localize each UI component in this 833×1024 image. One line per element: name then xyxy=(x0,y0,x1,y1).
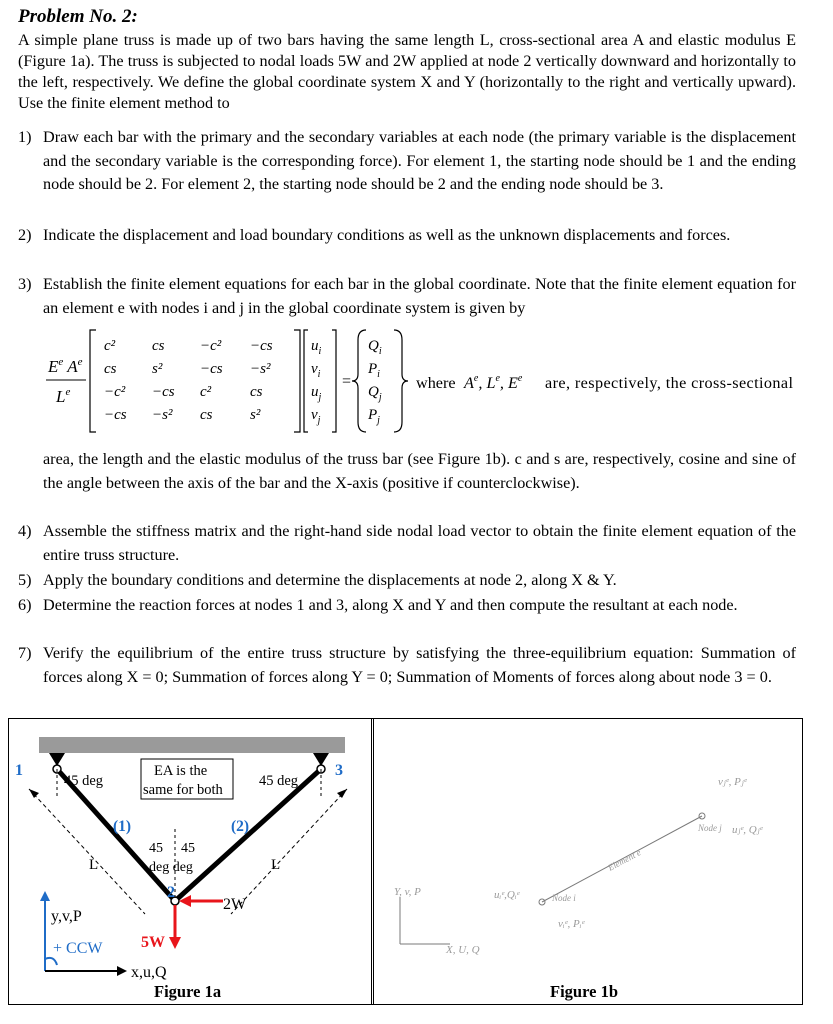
element-label: Element e xyxy=(606,847,643,873)
note-line-1: EA is the xyxy=(154,763,208,779)
matrix-cell: s² xyxy=(152,361,163,377)
element-2-label: (2) xyxy=(231,818,250,835)
ui-qi-label: uᵢᵉ,Qᵢᵉ xyxy=(494,889,520,901)
list-item xyxy=(18,448,796,495)
node-i-label: Node i xyxy=(552,893,576,903)
mid-angle-right: 45 xyxy=(181,841,195,856)
eq-params: $A^e$, Le, $E^e$ xyxy=(464,373,523,392)
eq-equals: = xyxy=(342,373,352,390)
mid-deg-label: deg deg xyxy=(149,860,193,875)
matrix-cell: −c² xyxy=(200,338,222,354)
list-item xyxy=(18,642,796,689)
axis-y-label: y,v,P xyxy=(51,908,82,925)
length-right-label: L xyxy=(271,857,281,873)
item-text: Apply the boundary conditions and determine the displacements at node 2, along X & Y. xyxy=(43,571,617,589)
matrix-cell: cs xyxy=(200,407,213,423)
displacement-cell: $v_j$ xyxy=(311,407,321,426)
item-number: 4) xyxy=(18,522,32,540)
mid-angle-left: 45 xyxy=(149,841,163,856)
load-horizontal-label: 2W xyxy=(223,896,247,913)
note-line-2: same for both xyxy=(143,782,223,798)
matrix-cell: cs xyxy=(250,384,263,400)
force-cell: $Q_j$ xyxy=(368,384,382,403)
matrix-cell: −s² xyxy=(152,407,173,423)
displacement-cell: $u_i$ xyxy=(311,338,322,357)
node-2-label: 2 xyxy=(167,884,175,901)
fig-b-axis-x-label: X, U, Q xyxy=(446,944,480,956)
matrix-cell: s² xyxy=(250,407,261,423)
stiffness-equation xyxy=(40,326,800,436)
eq-length: Le xyxy=(56,386,71,406)
item-text: area, the length and the elastic modulus of the truss bar (see Figure 1b). c and s are, respectively, cosine and sine of the angle between the axis of the bar and the X-axis (positive if counterclockwise). xyxy=(43,450,796,492)
list-item xyxy=(18,224,796,248)
length-left-label: L xyxy=(89,857,99,873)
problem-intro: A simple plane truss is made up of two bars having the same length L, cross-sectional area A and elastic modulus E (Figure 1a). The truss is subjected to nodal loads 5W and 2W applied at node 2 vertically downward and horizontally to the left, respectively. We define the global coordinate system X and Y (horizontally to the right and vertically upward). Use the finite element method to xyxy=(18,31,796,112)
item-number: 2) xyxy=(18,226,32,244)
item-text: Verify the equilibrium of the entire truss structure by satisfying the three-equilibrium equation: Summation of forces along X = 0; Summation of forces along Y = 0; Summation of Moments of forces along about node 3 = 0. xyxy=(43,644,796,686)
displacement-cell: $v_i$ xyxy=(311,361,321,380)
problem-title: Problem No. 2: xyxy=(18,6,138,27)
force-cell: $Q_i$ xyxy=(368,338,382,357)
support-beam xyxy=(39,737,345,753)
matrix-cell: −c² xyxy=(104,384,126,400)
item-number: 3) xyxy=(18,275,32,293)
list-item xyxy=(18,126,796,197)
list-item xyxy=(18,520,796,567)
item-number: 6) xyxy=(18,596,32,614)
eq-modulus: $E^e$ $A^e$ xyxy=(48,356,83,376)
vi-pi-label: vᵢᵉ, Pᵢᵉ xyxy=(558,918,585,930)
vj-pj-label: vⱼᵉ, Pⱼᵉ xyxy=(718,776,747,788)
eq-where: where xyxy=(416,374,456,392)
eq-after: are, respectively, the cross-sectional xyxy=(545,374,793,392)
matrix-cell: −cs xyxy=(200,361,223,377)
uj-qj-label: uⱼᵉ, Qⱼᵉ xyxy=(732,824,763,836)
matrix-cell: cs xyxy=(104,361,117,377)
angle-right-label: 45 deg xyxy=(259,773,299,789)
force-cell: $P_j$ xyxy=(368,407,380,426)
list-item xyxy=(18,273,796,320)
figure-1a xyxy=(8,718,374,1005)
node-1-label: 1 xyxy=(15,762,23,779)
item-text: Draw each bar with the primary and the secondary variables at each node (the primary variable is the displacement and the secondary variable is the corresponding force). For element 1, the starting node should be 1 and the ending node should be 2. For element 2, the starting node should be 2 and the ending node should be 3. xyxy=(43,128,796,193)
load-vertical-label: 5W xyxy=(141,934,165,951)
matrix-cell: c² xyxy=(200,384,212,400)
item-text: Establish the finite element equations for each bar in the global coordinate. Note that the finite element equation for an element e with nodes i and j in the global coordinate system is given by xyxy=(43,275,796,317)
support-pin-right xyxy=(313,753,329,766)
figure-1b xyxy=(371,718,803,1005)
item-number: 7) xyxy=(18,644,32,662)
displacement-cell: $u_j$ xyxy=(311,384,322,403)
item-text: Determine the reaction forces at nodes 1 and 3, along X and Y and then compute the resultant at each node. xyxy=(43,596,738,614)
item-text: Indicate the displacement and load boundary conditions as well as the unknown displacements and forces. xyxy=(43,226,731,244)
matrix-cell: cs xyxy=(152,338,165,354)
fig-b-axis-y-label: Y, v, P xyxy=(394,886,421,898)
ccw-label: + CCW xyxy=(53,940,103,957)
node-j-label: Node j xyxy=(698,823,722,833)
matrix-cell: −cs xyxy=(250,338,273,354)
list-item xyxy=(18,594,796,618)
list-item xyxy=(18,569,796,593)
axis-x-label: x,u,Q xyxy=(131,964,167,981)
matrix-cell: −s² xyxy=(250,361,271,377)
element-1-label: (1) xyxy=(113,818,132,835)
figure-1b-caption: Figure 1b xyxy=(550,982,618,1001)
support-pin-left xyxy=(49,753,65,766)
item-number: 5) xyxy=(18,571,32,589)
matrix-cell: c² xyxy=(104,338,116,354)
angle-left-label: 45 deg xyxy=(64,773,104,789)
figure-1a-caption: Figure 1a xyxy=(154,982,222,1001)
node-3-label: 3 xyxy=(335,762,343,779)
item-number: 1) xyxy=(18,128,32,146)
matrix-cell: −cs xyxy=(104,407,127,423)
item-text: Assemble the stiffness matrix and the right-hand side nodal load vector to obtain the finite element equation of the entire truss structure. xyxy=(43,522,796,564)
force-cell: $P_i$ xyxy=(368,361,380,380)
matrix-cell: −cs xyxy=(152,384,175,400)
